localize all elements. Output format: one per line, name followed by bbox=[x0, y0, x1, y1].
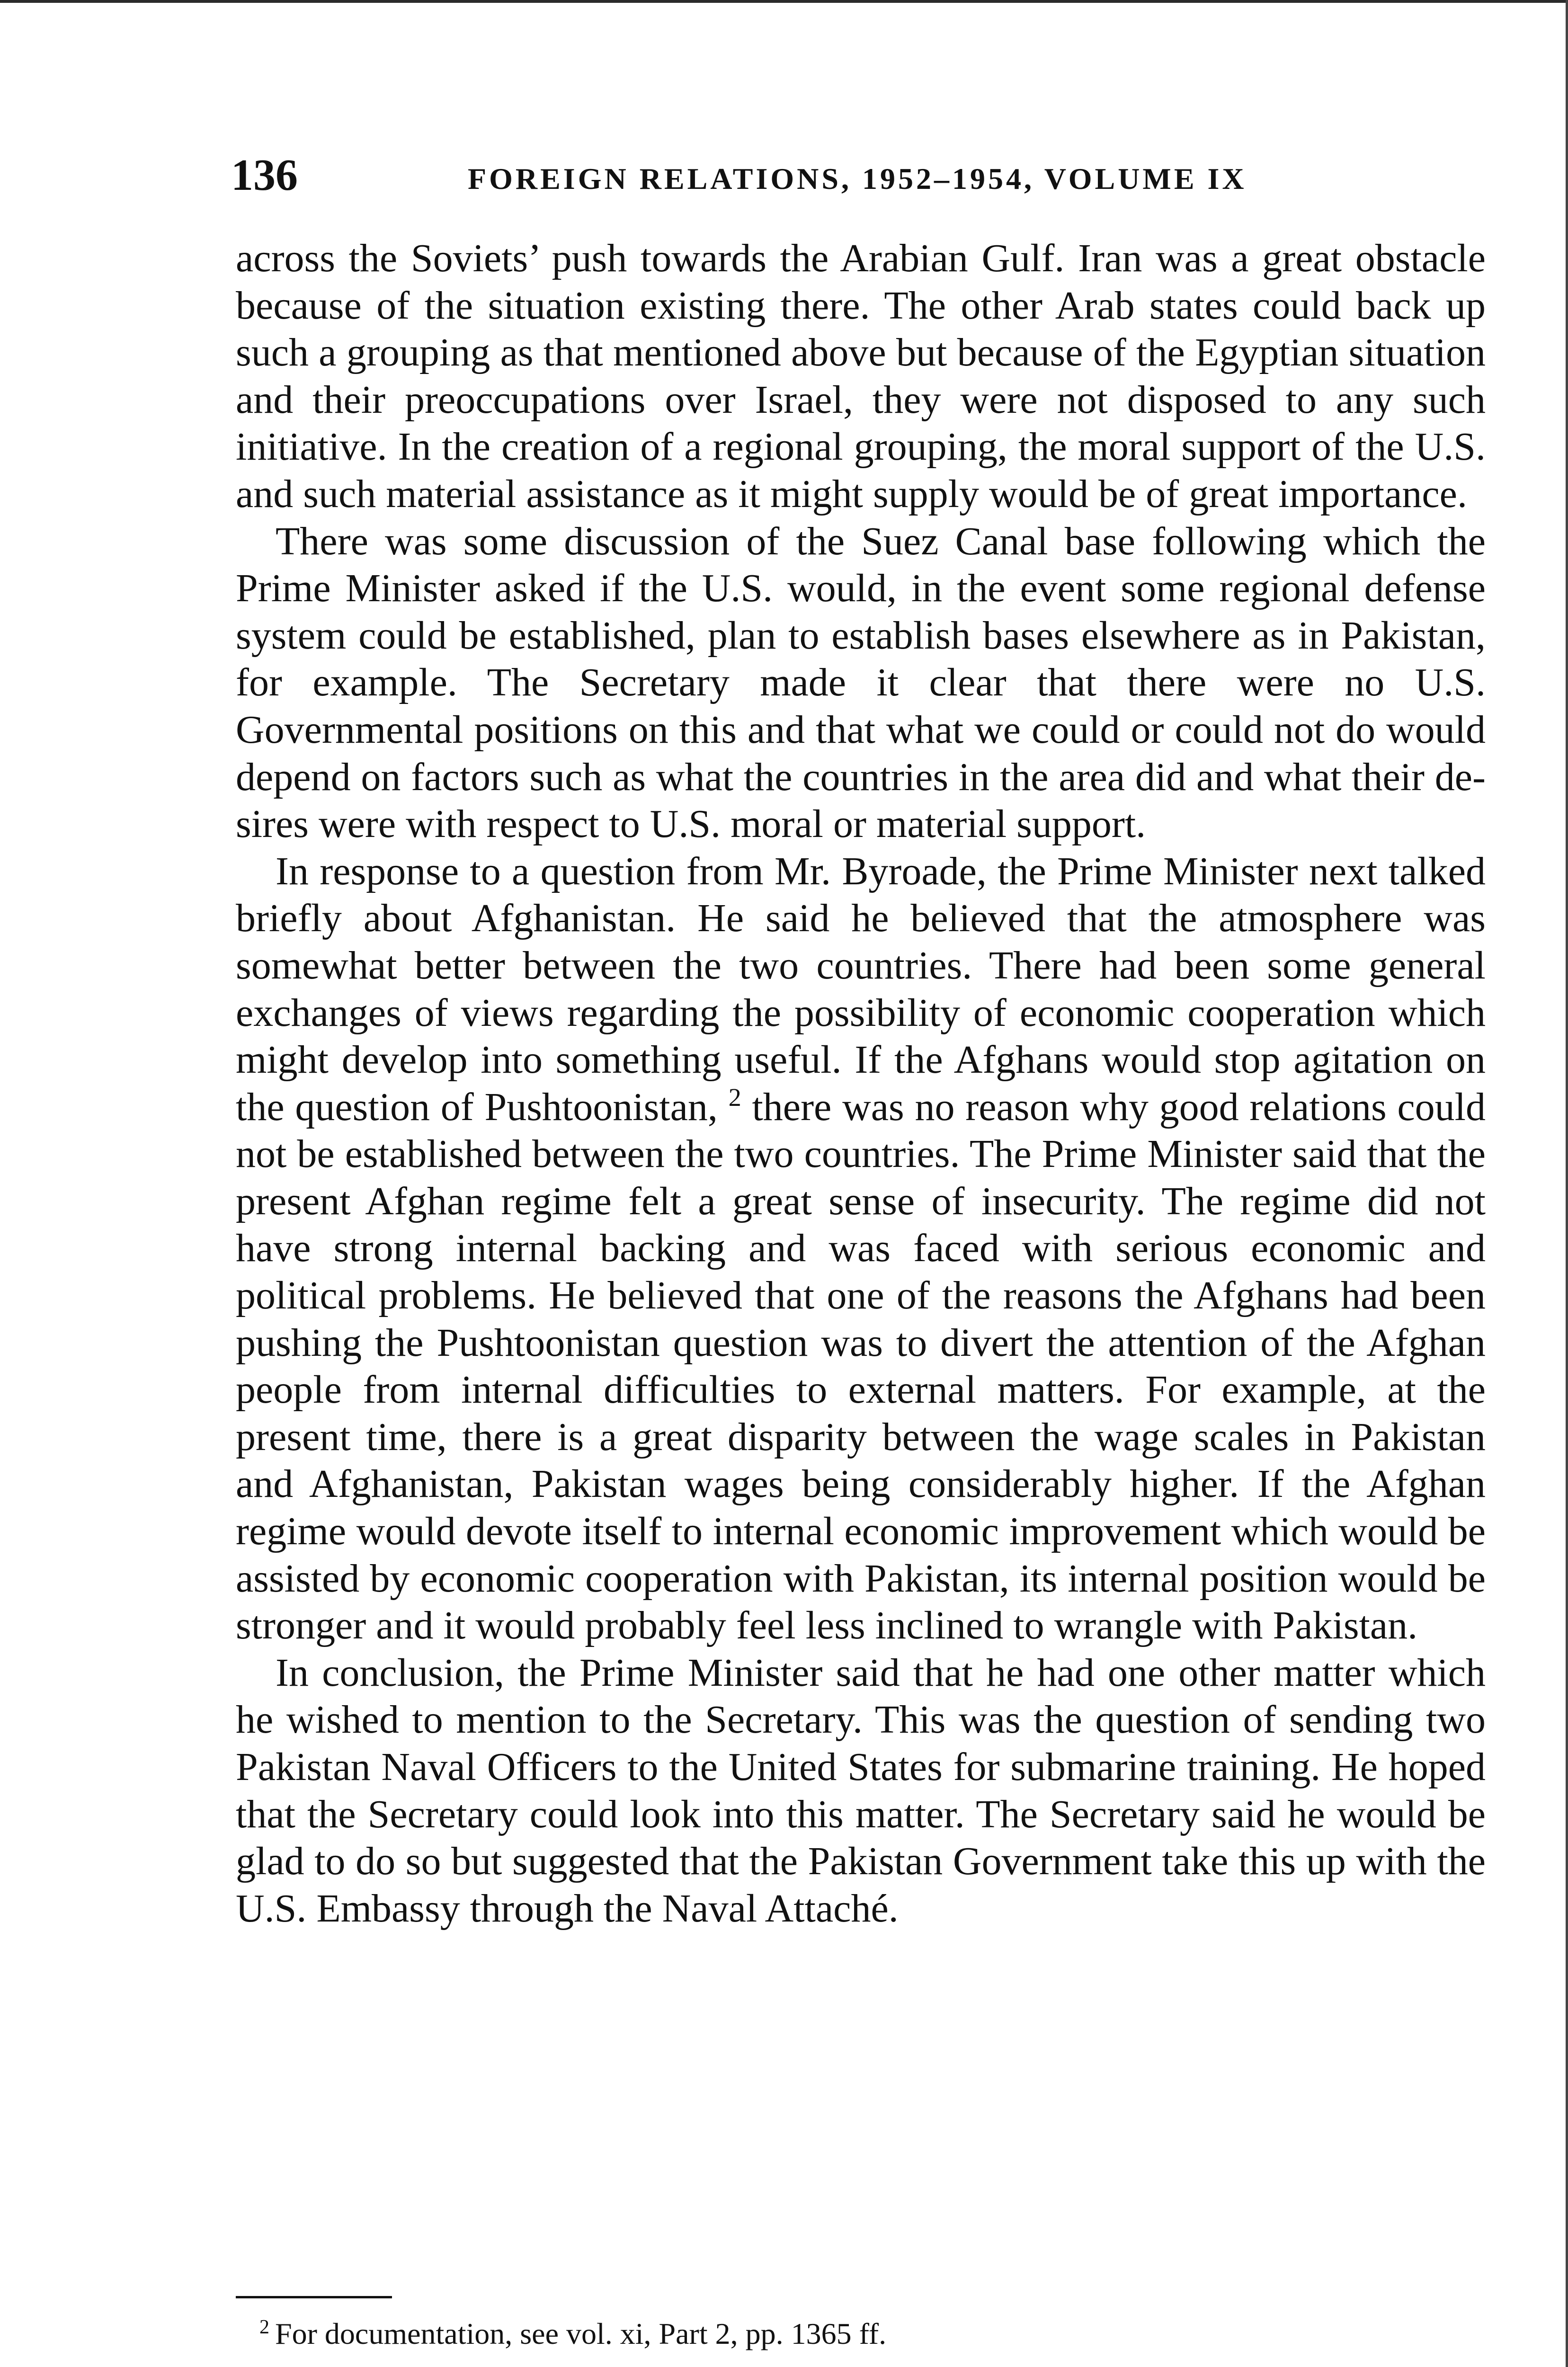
footnote-reference[interactable]: 2 bbox=[728, 1083, 741, 1112]
running-title: FOREIGN RELATIONS, 1952–1954, VOLUME IX bbox=[468, 162, 1247, 196]
page-header bbox=[231, 144, 1481, 206]
page-edge-right bbox=[1566, 0, 1568, 2367]
paragraph-3 bbox=[236, 848, 1486, 1649]
page-number: 136 bbox=[231, 151, 298, 200]
footnote-marker: 2 bbox=[259, 2316, 269, 2338]
paragraph-3-text-a: In response to a question from Mr. Byroade, the Prime Minister next talked briefly about Afghanistan. He said he believed that the atmosphere was somewhat better between the two countries. There had been some general exchanges of views regarding the possibility of economic cooperation which might develop into something useful. If the Afghans would stop agitation on the question of Pushtoonistan, bbox=[236, 849, 1486, 1129]
paragraph-4: In conclusion, the Prime Minister said that he had one other matter which he wished to mention to the Secretary. This was the question of sending two Pakistan Naval Officers to the United States for submarine training. He hoped that the Secretary could look into this matter. The Secretary said he would be glad to do so but suggested that the Pakistan Government take this up with the U.S. Embassy through the Naval Attaché. bbox=[236, 1650, 1486, 1931]
footnote-text: For documentation, see vol. xi, Part 2, pp. 1365 ff. bbox=[275, 2317, 887, 2350]
footnote-divider bbox=[236, 2296, 392, 2298]
paragraph-3-text-b: there was no reason why good relations could not be established between the two countries. The Prime Minister said that the present Afghan regime felt a great sense of insecurity. The regime did not have strong internal backing and was faced with serious economic and political problems. He believed that one of the reasons the Afghans had been pushing the Pushtoonistan question was to divert the attention of the Afghan people from internal difficulties to external matters. For example, at the present time, there is a great disparity between the wage scales in Pakistan and Afghanistan, Pakistan wages being considerably higher. If the Afghan regime would devote itself to internal economic improvement which would be assisted by economic cooperation with Pakistan, its internal position would be stronger and it would probably feel less inclined to wrangle with Pakistan. bbox=[236, 1085, 1486, 1648]
page-edge-top bbox=[0, 0, 1568, 3]
footnote bbox=[259, 2310, 1490, 2358]
paragraph-2: There was some discussion of the Suez Canal base following which the Prime Minister asked if the U.S. would, in the event some regional defense system could be established, plan to establish bases elsewhere as in Pakistan, for example. The Secretary made it clear that there were no U.S. Governmental positions on this and that what we could or could not do would depend on factors such as what the countries in the area did and what their desires were with respect to U.S. moral or material support. bbox=[236, 519, 1486, 846]
paragraph-1: across the Soviets’ push towards the Arabian Gulf. Iran was a great obstacle because of the situation existing there. The other Arab states could back up such a grouping as that mentioned above but because of the Egyptian situation and their preoccupations over Israel, they were not disposed to any such initiative. In the creation of a regional grouping, the moral support of the U.S. and such material assistance as it might supply would be of great importance. bbox=[236, 236, 1486, 516]
body-text bbox=[236, 235, 1486, 1932]
